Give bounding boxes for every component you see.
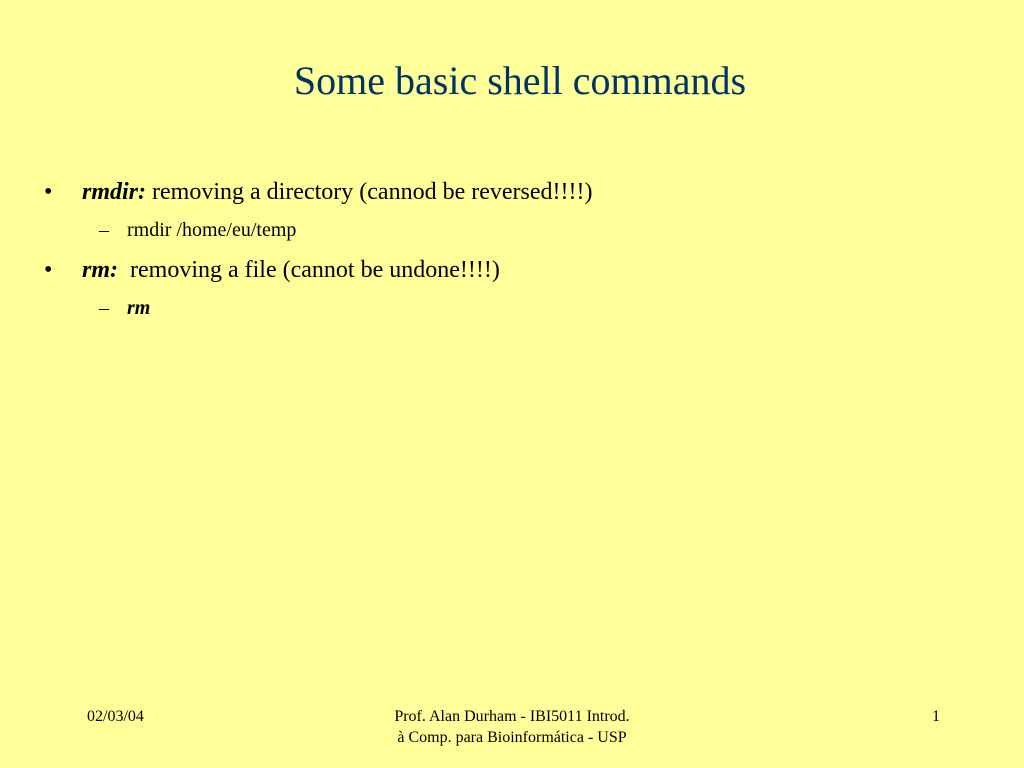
- sub-item-text: rmdir /home/eu/temp: [127, 219, 297, 241]
- bullet-text: removing a directory (cannod be reversed!!!!): [146, 179, 593, 205]
- footer-date: 02/03/04: [87, 708, 144, 725]
- bullet-term: rmdir:: [82, 179, 147, 205]
- dash-icon: –: [99, 297, 109, 319]
- bullet-item-rmdir: [44, 177, 592, 207]
- bullet-icon: •: [44, 257, 53, 283]
- bullet-icon: •: [44, 179, 53, 205]
- bullet-term: rm:: [82, 257, 118, 283]
- footer-center-line2: à Comp. para Bioinformática - USP: [397, 729, 627, 746]
- bullet-text: removing a file (cannot be undone!!!!): [118, 257, 500, 283]
- bullet-item-rm: [44, 255, 500, 285]
- sub-item-rmdir-example: [99, 217, 296, 243]
- footer-page-number: 1: [932, 708, 940, 725]
- sub-item-text: rm: [127, 297, 151, 319]
- sub-item-rm-example: [99, 295, 150, 321]
- slide-title: Some basic shell commands: [293, 58, 747, 103]
- footer-center-line1: Prof. Alan Durham - IBI5011 Introd.: [394, 708, 630, 725]
- footer-author-course: [300, 706, 724, 748]
- dash-icon: –: [99, 219, 109, 241]
